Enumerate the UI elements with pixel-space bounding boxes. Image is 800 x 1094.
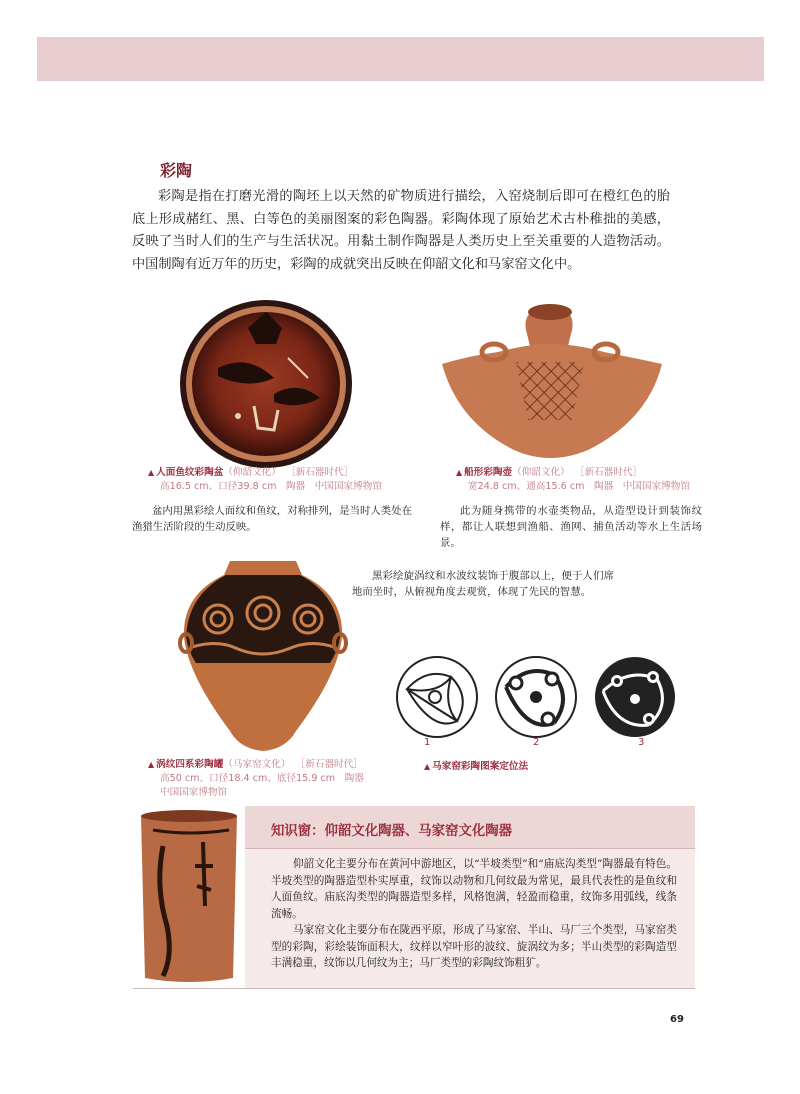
knowledge-paragraph-2: 马家窑文化主要分布在陇西平原，形成了马家窑、半山、马厂三个类型，马家窑类型的彩陶，彩绘装饰面积大，纹样以窄叶形的波纹、旋涡纹为多；半山类型的彩陶造型丰满稳重，纹饰以几何纹为主；马厂类型的彩陶纹饰粗犷。	[271, 924, 677, 969]
pot-era: ［新石器时代］	[579, 467, 643, 478]
knowledge-title: 知识窗：仰韶文化陶器、马家窑文化陶器	[271, 824, 513, 839]
bowl-image	[178, 298, 354, 470]
pattern-number-3: 3	[638, 737, 645, 748]
header-band	[37, 37, 764, 81]
pot-culture: （仰韶文化）	[512, 467, 570, 478]
jar-caption	[148, 758, 364, 800]
knowledge-body	[271, 856, 677, 972]
pattern-circle-3	[595, 657, 675, 737]
bowl-meta: 高16.5 cm、口径39.8 cm 陶器 中国国家博物馆	[160, 481, 382, 492]
triangle-marker-icon: ▲	[456, 468, 463, 477]
swirl-jar-image	[178, 555, 348, 755]
knowledge-box	[245, 806, 695, 988]
triangle-marker-icon: ▲	[424, 762, 431, 771]
jar-culture: （马家窑文化）	[223, 759, 291, 770]
triangle-marker-icon: ▲	[148, 760, 155, 769]
page-number: 69	[670, 1014, 684, 1025]
bowl-culture: （仰韶文化）	[223, 467, 281, 478]
pattern-caption	[424, 760, 528, 774]
pattern-caption-text: 马家窑彩陶图案定位法	[432, 761, 529, 772]
knowledge-paragraph-1: 仰韶文化主要分布在黄河中游地区，以“半坡类型”和“庙底沟类型”陶器最有特色。半坡类型的陶器造型朴实厚重，纹饰以动物和几何纹最为常见，最具代表性的是鱼纹和人面鱼纹。庙底沟类型的陶器造型多样，风格饱满，轻盈而稳重，纹饰多用弧线，线条流畅。	[271, 858, 677, 920]
bowl-name: 人面鱼纹彩陶盆	[156, 467, 224, 478]
bowl-era: ［新石器时代］	[290, 467, 354, 478]
pot-caption	[456, 466, 690, 494]
intro-paragraph	[132, 186, 670, 276]
pattern-circle-1	[397, 657, 477, 737]
intro-text: 彩陶是指在打磨光滑的陶坯上以天然的矿物质进行描绘，入窑烧制后即可在橙红色的胎底上形成赭红、黑、白等色的美丽图案的彩色陶器。彩陶体现了原始艺术古朴稚拙的美感，反映了当时人们的生产与生活状况。用黏土制作陶器是人类历史上至关重要的人造物活动。中国制陶有近万年的历史，彩陶的成就突出反映在仰韶文化和马家窑文化中。	[132, 189, 670, 272]
jar-note: 黑彩绘旋涡纹和水波纹装饰于腹部以上，便于人们席地而坐时，从俯视角度去观赏，体现了先民的智慧。	[352, 570, 614, 598]
pot-meta: 宽24.8 cm、通高15.6 cm 陶器 中国国家博物馆	[468, 481, 690, 492]
jar-meta: 高50 cm、口径18.4 cm、底径15.9 cm 陶器	[160, 773, 364, 784]
bowl-note: 盆内用黑彩绘人面纹和鱼纹，对称排列，是当时人类处在渔猎生活阶段的生动反映。	[132, 505, 412, 533]
bottom-rule	[133, 988, 695, 989]
jar-era: ［新石器时代］	[300, 759, 363, 770]
pot-note: 此为随身携带的水壶类物品，从造型设计到装饰纹样，都让人联想到渔船、渔网、捕鱼活动等水上生活场景。	[440, 505, 702, 549]
bowl-caption	[148, 466, 382, 494]
knowledge-header	[245, 806, 695, 849]
jar-name: 涡纹四系彩陶罐	[156, 759, 224, 770]
pattern-number-2: 2	[533, 737, 540, 748]
section-title: 彩陶	[160, 161, 193, 180]
pattern-diagrams	[395, 645, 677, 750]
jar-meta-museum: 中国国家博物馆	[160, 787, 228, 798]
pattern-circle-2	[496, 657, 576, 737]
cup-image	[133, 806, 245, 988]
triangle-marker-icon: ▲	[148, 468, 155, 477]
boat-pot-image	[438, 300, 666, 470]
pattern-number-1: 1	[424, 737, 431, 748]
pot-name: 船形彩陶壶	[464, 467, 513, 478]
